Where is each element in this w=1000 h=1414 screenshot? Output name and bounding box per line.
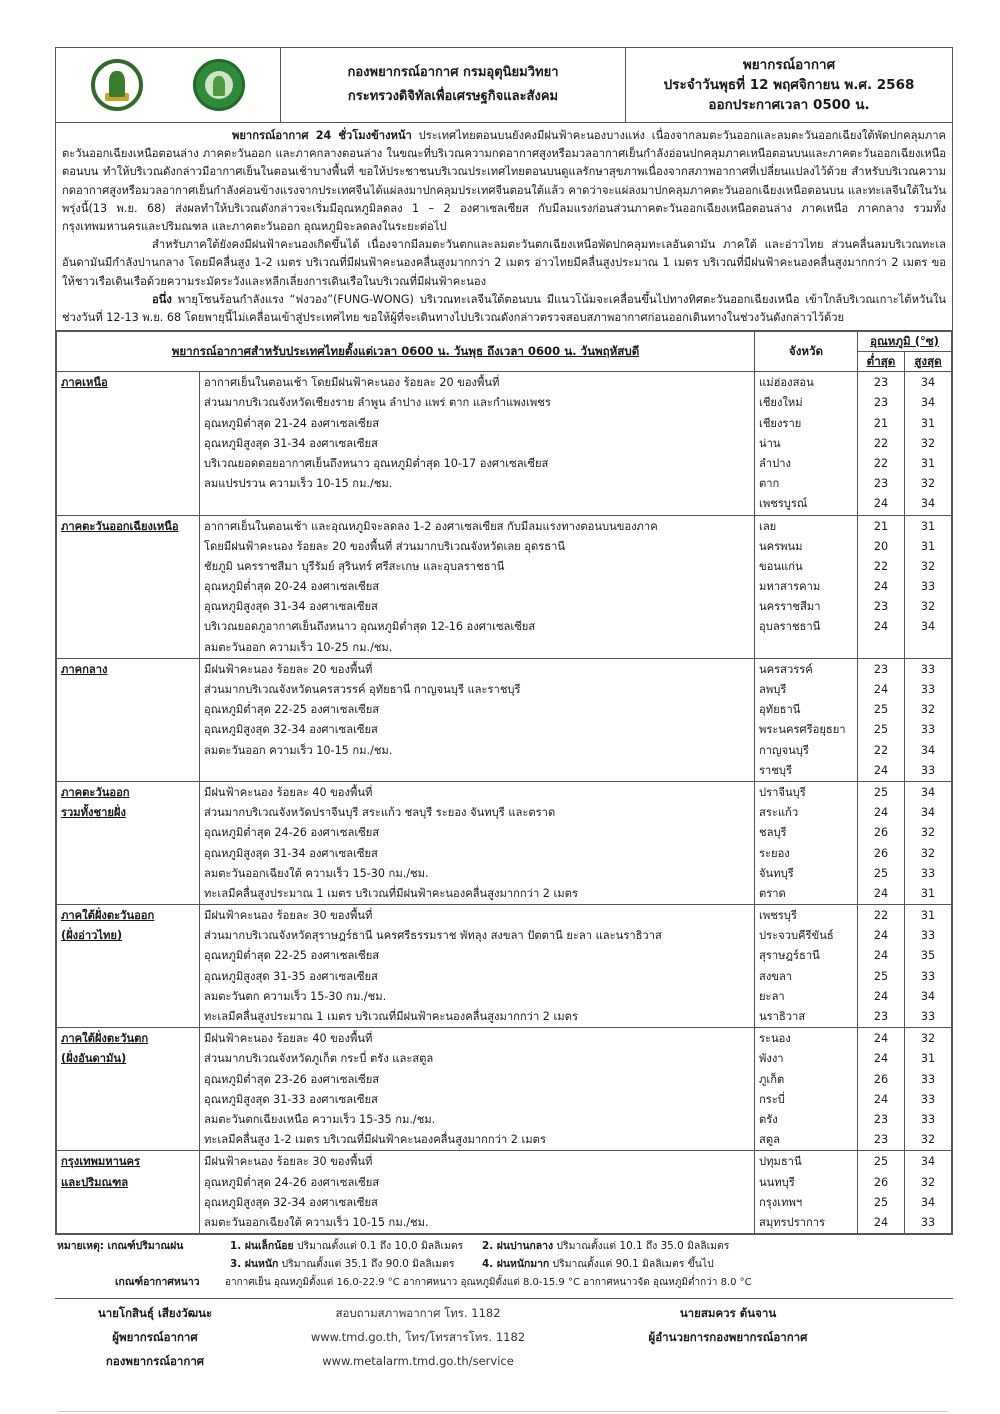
forecast-line: ส่วนมากบริเวณจังหวัดสุราษฎร์ธานี นครศรีธรรมราช พัทลุง สงขลา ปัตตานี ยะลา และนราธิวาส	[204, 929, 662, 943]
max-temp-value: 31	[920, 539, 936, 553]
province-name: พระนครศรีอยุธยา	[759, 723, 846, 737]
min-temp-value: 20	[873, 539, 889, 553]
forecast-line: ทะเลมีคลื่นสูง 1-2 เมตร บริเวณที่มีฝนฟ้าคะนองคลื่นสูงมากกว่า 2 เมตร	[204, 1133, 546, 1147]
max-temp-value: 34	[920, 1155, 936, 1169]
forecast-line: อุณหภูมิต่ำสุด 21-24 องศาเซลเซียส	[204, 416, 380, 430]
min-temp-value: 23	[873, 477, 889, 491]
forecast-line: อุณหภูมิสูงสุด 31-34 องศาเซลเซียส	[204, 846, 378, 860]
forecast-line: ทะเลมีคลื่นสูงประมาณ 1 เมตร บริเวณที่มีฝนฟ้าคะนองคลื่นสูงมากกว่า 2 เมตร	[204, 886, 578, 900]
min-temp-value: 22	[873, 909, 889, 923]
region-name: ภาคใต้ฝั่งตะวันออก	[61, 909, 155, 923]
max-temp-cell	[905, 905, 952, 1028]
province-cell	[755, 372, 858, 515]
max-temp-value: 33	[920, 580, 936, 594]
min-temp-value: 26	[873, 1175, 889, 1189]
province-name: อุบลราชธานี	[759, 620, 821, 634]
max-temp-value: 32	[920, 1175, 936, 1189]
forecast-line: อุณหภูมิต่ำสุด 23-26 องศาเซลเซียส	[204, 1072, 380, 1086]
min-temp-cell	[858, 781, 905, 904]
min-temp-cell	[858, 372, 905, 515]
forecast-details-cell	[200, 1151, 755, 1234]
region-name-cell	[57, 905, 200, 1028]
forecast-line: อุณหภูมิต่ำสุด 24-26 องศาเซลเซียส	[204, 1175, 380, 1189]
max-temp-value: 34	[920, 806, 936, 820]
province-name: สุราษฎร์ธานี	[759, 949, 820, 963]
forecast-line: ลมตะวันออกเฉียงใต้ ความเร็ว 10-15 กม./ชม.	[204, 1215, 429, 1229]
min-temp-value: 24	[873, 886, 889, 900]
province-name: อุทัยธานี	[759, 703, 801, 717]
forecast-line: ส่วนมากบริเวณจังหวัดปราจีนบุรี สระแก้ว ชลบุรี ระยอง จันทบุรี และตราด	[204, 806, 556, 820]
forecast-line: อุณหภูมิต่ำสุด 24-26 องศาเซลเซียส	[204, 826, 380, 840]
max-temp-value: 34	[920, 785, 936, 799]
forecast-line: อากาศเย็นในตอนเช้า และอุณหภูมิจะลดลง 1-2 องศาเซลเซียส กับมีลมแรงทางตอนบนของภาค	[204, 519, 658, 533]
max-temp-value: 34	[920, 497, 936, 511]
province-name: นครพนม	[759, 539, 803, 553]
max-temp-value: 31	[920, 416, 936, 430]
director-role: ผู้อำนวยการกองพยากรณ์อากาศ	[648, 1330, 808, 1344]
province-name: ลพบุรี	[759, 683, 787, 697]
forecast-line: ลมตะวันตกเฉียงเหนือ ความเร็ว 15-35 กม./ชม.	[204, 1112, 436, 1126]
summary-text-3: พายุโซนร้อนกำลังแรง “ฟงวอง”(FUNG-WONG) บริเวณทะเลจีนใต้ตอนบน มีแนวโน้มจะเคลื่อนขึ้นไปทางทิศตะวันออกเฉียงเหนือ เข้าใกล้บริเวณเกาะไต้หวันในช่วงวันที่ 12-13 พ.ย. 68 โดยพายุนี้ไม่เคลื่อนเข้าสู่ประเทศไทย ขอให้ผู้ที่จะเดินทางไปบริเวณดังกล่าวตรวจสอบสภาพอากาศก่อนออกเดินทางในช่วงวันดังกล่าวไว้ด้วย	[62, 292, 946, 325]
province-name: ระนอง	[759, 1032, 791, 1046]
rain-level-4-text: ปริมาณตั้งแต่ 90.1 มิลลิเมตร ขึ้นไป	[549, 1258, 714, 1271]
province-name: แม่ฮ่องสอน	[759, 376, 814, 390]
province-name: เลย	[759, 519, 777, 533]
province-name: เชียงใหม่	[759, 396, 803, 410]
min-temp-value: 22	[873, 743, 889, 757]
min-temp-cell	[858, 905, 905, 1028]
region-name-cell	[57, 658, 200, 781]
min-temp-value: 23	[873, 376, 889, 390]
forecast-line: อากาศเย็นในตอนเช้า โดยมีฝนฟ้าคะนอง ร้อยละ 20 ของพื้นที่	[204, 376, 500, 390]
province-name: ตาก	[759, 477, 780, 491]
min-temp-value: 23	[873, 662, 889, 676]
regional-forecast-table	[56, 331, 952, 1234]
max-temp-value: 33	[920, 969, 936, 983]
max-temp-cell	[905, 1028, 952, 1151]
rain-level-4: 4. ฝนหนักมาก	[482, 1258, 550, 1271]
region-name-cell	[57, 1028, 200, 1151]
max-temp-value: 32	[920, 477, 936, 491]
min-temp-value: 24	[873, 1092, 889, 1106]
forecaster-dept: กองพยากรณ์อากาศ	[105, 1354, 205, 1368]
forecast-line: อุณหภูมิต่ำสุด 22-25 องศาเซลเซียส	[204, 703, 380, 717]
region-row	[57, 372, 952, 515]
document-header	[56, 48, 952, 123]
rain-level-3-text: ปริมาณตั้งแต่ 35.1 ถึง 90.0 มิลลิเมตร	[278, 1258, 455, 1271]
province-name: สระแก้ว	[759, 806, 799, 820]
contact-service-link[interactable]: www.metalarm.tmd.go.th/service	[322, 1354, 514, 1368]
ministry-name: กระทรวงดิจิทัลเพื่อเศรษฐกิจและสังคม	[347, 89, 559, 104]
max-temp-cell	[905, 372, 952, 515]
min-temp-value: 24	[873, 806, 889, 820]
region-name: ภาคตะวันออกเฉียงเหนือ	[61, 519, 179, 533]
forecast-line: ส่วนมากบริเวณจังหวัดเชียงราย ลำพูน ลำปาง แพร่ ตาก และกำแพงเพชร	[204, 396, 551, 410]
province-name: ลำปาง	[759, 456, 791, 470]
region-name: ภาคตะวันออก	[61, 785, 130, 799]
province-name: ชลบุรี	[759, 826, 787, 840]
forecast-line: มีฝนฟ้าคะนอง ร้อยละ 30 ของพื้นที่	[204, 1155, 373, 1169]
province-name: กาญจนบุรี	[759, 743, 809, 757]
contact-info	[273, 1301, 563, 1373]
max-temp-value: 31	[920, 909, 936, 923]
min-temp-value: 22	[873, 559, 889, 573]
province-name: สมุทรปราการ	[759, 1215, 826, 1229]
forecast-line: บริเวณยอดภูอากาศเย็นถึงหนาว อุณหภูมิต่ำสุด 12-16 องศาเซลเซียส	[204, 620, 536, 634]
forecast-line: ลมตะวันออก ความเร็ว 10-15 กม./ชม.	[204, 743, 393, 757]
region-name: กรุงเทพมหานคร	[61, 1155, 140, 1169]
min-temp-value	[858, 638, 904, 658]
province-cell	[755, 515, 858, 658]
region-name: ภาคกลาง	[61, 662, 108, 676]
forecast-line: ลมตะวันออกเฉียงใต้ ความเร็ว 15-30 กม./ชม.	[204, 866, 429, 880]
province-name: ราชบุรี	[759, 763, 792, 777]
contact-website[interactable]: www.tmd.go.th, โทร/โทรสารโทร. 1182	[310, 1330, 526, 1344]
min-temp-cell	[858, 1151, 905, 1234]
max-temp-value: 34	[920, 620, 936, 634]
rain-criteria-1	[230, 1237, 463, 1256]
summary-heading: พยากรณ์อากาศ 24 ชั่วโมงข้างหน้า	[232, 129, 412, 142]
forecast-line: ลมแปรปรวน ความเร็ว 10-15 กม./ชม.	[204, 477, 393, 491]
min-temp-cell	[858, 658, 905, 781]
doc-title: พยากรณ์อากาศ	[742, 57, 836, 73]
region-name: ภาคเหนือ	[61, 376, 108, 390]
rain-level-1: 1. ฝนเล็กน้อย	[230, 1240, 294, 1253]
forecast-line: อุณหภูมิสูงสุด 32-34 องศาเซลเซียส	[204, 723, 378, 737]
min-temp-value: 21	[873, 416, 889, 430]
province-name: ระยอง	[759, 846, 790, 860]
ministry-logo-icon	[91, 59, 143, 111]
summary-text-1: ประเทศไทยตอนบนยังคงมีฝนฟ้าคะนองบางแห่ง เนื่องจากลมตะวันออกและลมตะวันออกเฉียงใต้พัดปกคลุมภาคตะวันออกเฉียงเหนือตอนล่าง ภาคตะวันออก และภาคกลางตอนล่าง ในขณะที่บริเวณความกดอากาศสูงหรือมวลอากาศเย็นกำลังอ่อนปกคลุมภาคเหนือตอนบนและภาคตะวันออกเฉียงเหนือตอนบน ทำให้บริเวณดังกล่าวมีอากาศเย็นในตอนเช้าบางพื้นที่ ขอให้ประชาชนบริเวณประเทศไทยตอนบนดูแลรักษาสุขภาพเนื่องจากสภาพอากาศที่เปลี่ยนแปลงไว้ด้วย สำหรับบริเวณความกดอากาศสูงหรือมวลอากาศเย็นกำลังค่อนข้างแรงจากประเทศจีนได้แผ่ลงมาปกคลุมประเทศจีนตอนใต้แล้ว คาดว่าจะแผ่ลงมาปกคลุมภาคตะวันออกเฉียงเหนือตอนบน และทะเลจีนใต้ในวันพรุ่งนี้(13 พ.ย. 68) ส่งผลทำให้บริเวณดังกล่าวจะเริ่มมีอุณหภูมิลดลง 1 – 2 องศาเซลเซียส กับมีลมแรงก่อนส่วนภาคตะวันออกเฉียงเหนือตอนล่าง ภาคเหนือ ภาคกลาง รวมทั้งกรุงเทพมหานครและปริมณฑล และภาคตะวันออก อุณหภูมิจะลดลงในระยะต่อไป	[62, 129, 946, 234]
province-name: ปราจีนบุรี	[759, 785, 806, 799]
max-temp-value: 34	[920, 376, 936, 390]
summary-paragraph-3	[62, 291, 946, 327]
min-temp-value: 25	[873, 866, 889, 880]
max-temp-cell	[905, 781, 952, 904]
bottom-divider	[58, 1411, 948, 1412]
rain-level-3: 3. ฝนหนัก	[230, 1258, 279, 1271]
issue-time: ออกประกาศเวลา 0500 น.	[708, 97, 870, 113]
min-temp-value: 24	[873, 580, 889, 594]
max-temp-value: 32	[920, 846, 936, 860]
forecast-line: อุณหภูมิต่ำสุด 22-25 องศาเซลเซียส	[204, 949, 380, 963]
province-name: สงขลา	[759, 969, 793, 983]
province-name: ประจวบคีรีขันธ์	[759, 929, 834, 943]
organization-block	[281, 48, 626, 122]
province-name: เพชรบุรี	[759, 909, 797, 923]
forecast-line: ส่วนมากบริเวณจังหวัดนครสวรรค์ อุทัยธานี กาญจนบุรี และราชบุรี	[204, 683, 521, 697]
forecast-line: ทะเลมีคลื่นสูงประมาณ 1 เมตร บริเวณที่มีฝนฟ้าคะนองคลื่นสูงมากกว่า 2 เมตร	[204, 1010, 578, 1024]
forecast-line: ลมตะวันออก ความเร็ว 10-25 กม./ชม.	[204, 640, 393, 654]
min-temp-value: 26	[873, 1072, 889, 1086]
region-name-cell	[57, 1151, 200, 1234]
min-temp-value: 24	[873, 1215, 889, 1229]
max-temp-value: 32	[920, 559, 936, 573]
province-cell	[755, 781, 858, 904]
province-cell	[755, 658, 858, 781]
director-name: นายสมควร ต้นจาน	[679, 1306, 777, 1320]
forecast-line: โดยมีฝนฟ้าคะนอง ร้อยละ 20 ของพื้นที่ ส่วนมากบริเวณจังหวัดเลย อุดรธานี	[204, 539, 566, 553]
region-row	[57, 1028, 952, 1151]
forecast-line: มีฝนฟ้าคะนอง ร้อยละ 30 ของพื้นที่	[204, 909, 373, 923]
max-temp-value: 32	[920, 436, 936, 450]
contact-phone: สอบถามสภาพอากาศ โทร. 1182	[335, 1306, 501, 1320]
province-name: กระบี่	[759, 1092, 785, 1106]
min-temp-value: 24	[873, 1032, 889, 1046]
max-temp-value: 33	[920, 1092, 936, 1106]
min-temp-value: 21	[873, 519, 889, 533]
max-temp-value: 31	[920, 1052, 936, 1066]
province-name: นราธิวาส	[759, 1010, 806, 1024]
max-temp-value: 34	[920, 743, 936, 757]
forecast-details-cell	[200, 658, 755, 781]
max-temp-cell	[905, 1151, 952, 1234]
max-temp-value: 33	[920, 683, 936, 697]
forecast-line: บริเวณยอดดอยอากาศเย็นถึงหนาว อุณหภูมิต่ำสุด 10-17 องศาเซลเซียส	[204, 456, 549, 470]
region-row	[57, 658, 952, 781]
province-name: ขอนแก่น	[759, 559, 803, 573]
province-name: ตรัง	[759, 1112, 778, 1126]
forecast-line: อุณหภูมิสูงสุด 32-34 องศาเซลเซียส	[204, 1195, 378, 1209]
rain-level-2-text: ปริมาณตั้งแต่ 10.1 ถึง 35.0 มิลลิเมตร	[553, 1240, 730, 1253]
max-temp-value: 33	[920, 866, 936, 880]
region-row	[57, 905, 952, 1028]
org-name: กองพยากรณ์อากาศ กรมอุตุนิยมวิทยา	[347, 65, 559, 80]
min-temp-value: 25	[873, 1155, 889, 1169]
region-subtitle: (ฝั่งอ่าวไทย)	[61, 929, 123, 943]
rain-criteria-label: หมายเหตุ: เกณฑ์ปริมาณฝน	[57, 1240, 184, 1253]
min-temp-value: 24	[873, 949, 889, 963]
rain-criteria-2	[482, 1237, 729, 1256]
region-row	[57, 1151, 952, 1234]
table-body	[57, 372, 952, 1234]
max-temp-value: 35	[920, 949, 936, 963]
max-temp-value: 31	[920, 519, 936, 533]
max-temp-value: 33	[920, 662, 936, 676]
max-temp-value: 32	[920, 703, 936, 717]
min-temp-header: ต่ำสุด	[858, 352, 905, 372]
forecast-line	[204, 761, 750, 781]
forecast-document	[55, 47, 953, 1291]
rain-criteria-3	[230, 1255, 454, 1274]
forecaster-role: ผู้พยากรณ์อากาศ	[112, 1330, 198, 1344]
min-temp-value: 26	[873, 846, 889, 860]
province-name: กรุงเทพฯ	[759, 1195, 803, 1209]
max-temp-value: 33	[920, 723, 936, 737]
rain-level-2: 2. ฝนปานกลาง	[482, 1240, 554, 1253]
director-signature	[563, 1301, 953, 1373]
summary-paragraph-1	[62, 127, 946, 236]
forecast-line	[204, 494, 750, 514]
max-temp-value: 32	[920, 826, 936, 840]
province-name: นนทบุรี	[759, 1175, 795, 1189]
min-temp-value: 24	[873, 683, 889, 697]
max-temp-value: 33	[920, 1112, 936, 1126]
temperature-header: อุณหภูมิ (°ซ)	[858, 332, 952, 352]
summary-note-heading: อนึ่ง	[152, 292, 172, 306]
max-temp-value: 31	[920, 456, 936, 470]
province-name: สตูล	[759, 1133, 780, 1147]
max-temp-value: 34	[920, 1195, 936, 1209]
province-name: เพชรบูรณ์	[759, 497, 808, 511]
region-row	[57, 515, 952, 658]
min-temp-value: 23	[873, 1010, 889, 1024]
min-temp-cell	[858, 1028, 905, 1151]
max-temp-value: 34	[920, 396, 936, 410]
province-name: น่าน	[759, 436, 781, 450]
max-temp-value: 33	[920, 763, 936, 777]
rain-criteria-4	[482, 1255, 714, 1274]
province-name: นครสวรรค์	[759, 662, 813, 676]
region-name-line2: และปริมณฑล	[61, 1175, 129, 1189]
province-name	[759, 638, 853, 658]
region-subtitle: (ฝั่งอันดามัน)	[61, 1052, 127, 1066]
min-temp-value: 24	[873, 929, 889, 943]
min-temp-value: 22	[873, 436, 889, 450]
min-temp-value: 26	[873, 826, 889, 840]
province-cell	[755, 905, 858, 1028]
province-name: ตราด	[759, 886, 786, 900]
province-cell	[755, 1028, 858, 1151]
forecast-details-cell	[200, 372, 755, 515]
province-name: จันทบุรี	[759, 866, 794, 880]
forecast-details-cell	[200, 1028, 755, 1151]
region-name-cell	[57, 372, 200, 515]
min-temp-value: 24	[873, 497, 889, 511]
max-temp-cell	[905, 515, 952, 658]
min-temp-value: 23	[873, 600, 889, 614]
forecast-line: อุณหภูมิสูงสุด 31-35 องศาเซลเซียส	[204, 969, 378, 983]
cold-criteria-text: อากาศเย็น อุณหภูมิตั้งแต่ 16.0-22.9 °C อากาศหนาว อุณหภูมิตั้งแต่ 8.0-15.9 °C อากาศหนาวจัด อุณหภูมิต่ำกว่า 8.0 °C	[225, 1277, 752, 1289]
min-temp-value: 25	[873, 969, 889, 983]
max-temp-value: 32	[920, 1133, 936, 1147]
min-temp-value: 22	[873, 456, 889, 470]
min-temp-value: 23	[873, 396, 889, 410]
max-temp-value: 33	[920, 1215, 936, 1229]
forecaster-name: นายโกสินธุ์ เสียงวัฒนะ	[97, 1306, 213, 1320]
max-temp-value: 33	[920, 1072, 936, 1086]
max-temp-header: สูงสุด	[905, 352, 952, 372]
forecast-details-cell	[200, 515, 755, 658]
max-temp-value: 32	[920, 1032, 936, 1046]
region-name-line2: รวมทั้งชายฝั่ง	[61, 806, 126, 820]
summary-text-2: สำหรับภาคใต้ยังคงมีฝนฟ้าคะนองเกิดขึ้นได้ เนื่องจากมีลมตะวันตกและลมตะวันตกเฉียงเหนือพัดปกคลุมทะเลอันดามัน ภาคใต้ และอ่าวไทย ส่วนคลื่นลมบริเวณทะเลอันดามันมีกำลังปานกลาง โดยมีคลื่นสูง 1-2 เมตร บริเวณที่มีฝนฟ้าคะนองคลื่นสูงมากกว่า 2 เมตร อ่าวไทยมีคลื่นสูงประมาณ 1 เมตร บริเวณที่มีฝนฟ้าคะนองคลื่นสูงมากกว่า 2 เมตร ขอให้ชาวเรือเดินเรือด้วยความระมัดระวังและหลีกเลี่ยงการเดินเรือในบริเวณที่มีฝนฟ้าคะนอง	[62, 238, 946, 288]
forecast-line: มีฝนฟ้าคะนอง ร้อยละ 40 ของพื้นที่	[204, 1032, 373, 1046]
region-row	[57, 781, 952, 904]
min-temp-value: 24	[873, 1052, 889, 1066]
max-temp-value: 33	[920, 1010, 936, 1024]
forecast-line: อุณหภูมิสูงสุด 31-34 องศาเซลเซียส	[204, 600, 378, 614]
forecaster-signature	[55, 1301, 255, 1373]
max-temp-value: 33	[920, 929, 936, 943]
forecast-line: อุณหภูมิสูงสุด 31-34 องศาเซลเซียส	[204, 436, 378, 450]
max-temp-value: 34	[920, 989, 936, 1003]
min-temp-value: 25	[873, 703, 889, 717]
forecast-line: มีฝนฟ้าคะนอง ร้อยละ 20 ของพื้นที่	[204, 662, 373, 676]
min-temp-value: 24	[873, 989, 889, 1003]
min-temp-value: 23	[873, 1133, 889, 1147]
table-main-header: พยากรณ์อากาศสำหรับประเทศไทยตั้งแต่เวลา 0600 น. วันพุธ ถึงเวลา 0600 น. วันพฤหัสบดี	[57, 332, 755, 372]
min-temp-value: 25	[873, 785, 889, 799]
forecast-summary	[56, 123, 952, 331]
region-name-cell	[57, 515, 200, 658]
forecast-line: ลมตะวันตก ความเร็ว 15-30 กม./ชม.	[204, 989, 387, 1003]
region-name: ภาคใต้ฝั่งตะวันตก	[61, 1032, 149, 1046]
signature-section	[55, 1298, 953, 1373]
max-temp-cell	[905, 658, 952, 781]
doc-date: ประจำวันพุธที่ 12 พฤศจิกายน พ.ศ. 2568	[663, 77, 915, 93]
forecast-line: ส่วนมากบริเวณจังหวัดภูเก็ต กระบี่ ตรัง และสตูล	[204, 1052, 434, 1066]
province-cell	[755, 1151, 858, 1234]
forecast-details-cell	[200, 905, 755, 1028]
notes-section	[55, 1235, 953, 1291]
min-temp-value: 24	[873, 620, 889, 634]
province-name: ภูเก็ต	[759, 1072, 785, 1086]
province-name: ปทุมธานี	[759, 1155, 802, 1169]
cold-criteria-label: เกณฑ์อากาศหนาว	[115, 1276, 200, 1289]
province-name: ยะลา	[759, 989, 785, 1003]
province-header: จังหวัด	[755, 332, 858, 372]
min-temp-cell	[858, 515, 905, 658]
province-name: พังงา	[759, 1052, 784, 1066]
forecast-line: ชัยภูมิ นครราชสีมา บุรีรัมย์ สุรินทร์ ศรีสะเกษ และอุบลราชธานี	[204, 559, 505, 573]
forecast-line: อุณหภูมิสูงสุด 31-33 องศาเซลเซียส	[204, 1092, 378, 1106]
province-name: เชียงราย	[759, 416, 802, 430]
rain-level-1-text: ปริมาณตั้งแต่ 0.1 ถึง 10.0 มิลลิเมตร	[293, 1240, 464, 1253]
forecast-line: อุณหภูมิต่ำสุด 20-24 องศาเซลเซียส	[204, 580, 380, 594]
province-name: มหาสารคาม	[759, 580, 821, 594]
min-temp-value: 23	[873, 1112, 889, 1126]
max-temp-value: 31	[920, 886, 936, 900]
min-temp-value: 24	[873, 763, 889, 777]
min-temp-value: 25	[873, 1195, 889, 1209]
min-temp-value: 25	[873, 723, 889, 737]
max-temp-value	[905, 638, 951, 658]
document-frame	[55, 47, 953, 1235]
title-block	[626, 48, 952, 122]
region-name-cell	[57, 781, 200, 904]
logo-area	[56, 48, 281, 122]
province-name: นครราชสีมา	[759, 600, 821, 614]
forecast-line: มีฝนฟ้าคะนอง ร้อยละ 40 ของพื้นที่	[204, 785, 373, 799]
max-temp-value: 32	[920, 600, 936, 614]
forecast-details-cell	[200, 781, 755, 904]
tmd-logo-icon	[193, 59, 245, 111]
summary-paragraph-2	[62, 236, 946, 291]
